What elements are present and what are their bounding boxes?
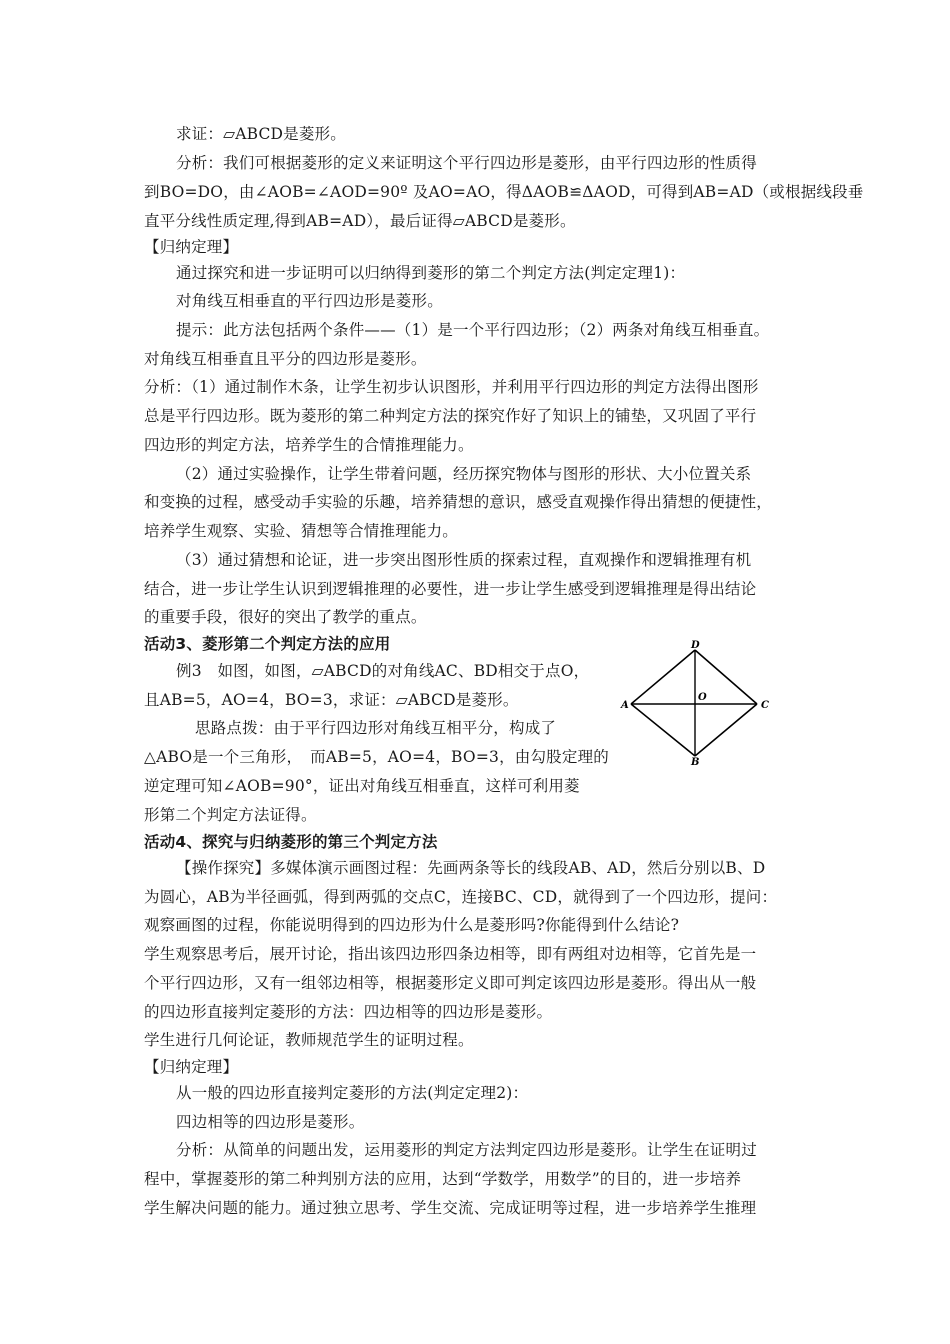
- label-d: D: [691, 640, 700, 651]
- text-line: 求证：▱ABCD是菱形。: [176, 125, 346, 143]
- text-line: 对角线互相垂直且平分的四边形是菱形。: [144, 350, 427, 368]
- text-line: （2）通过实验操作，让学生带着问题，经历探究物体与图形的形状、大小位置关系: [176, 465, 752, 483]
- text-line: 分析：从简单的问题出发，运用菱形的判定方法判定四边形是菱形。让学生在证明过: [176, 1141, 757, 1159]
- theorem-line: 四边相等的四边形是菱形。: [176, 1113, 365, 1131]
- text-line: 提示：此方法包括两个条件——（1）是一个平行四边形；（2）两条对角线互相垂直。: [176, 321, 770, 339]
- text-line: 的四边形直接判定菱形的方法：四边相等的四边形是菱形。: [144, 1003, 553, 1021]
- text-line: 分析：（1）通过制作木条，让学生初步认识图形，并利用平行四边形的判定方法得出图形: [144, 378, 759, 396]
- text-line: 和变换的过程，感受动手实验的乐趣，培养猜想的意识，感受直观操作得出猜想的便捷性，: [144, 493, 773, 511]
- text-line: 培养学生观察、实验、猜想等合情推理能力。: [144, 522, 459, 540]
- text-line: 程中，掌握菱形的第二种判别方法的应用，达到“学数学，用数学”的目的，进一步培养: [144, 1170, 742, 1188]
- text-line: 的重要手段，很好的突出了教学的重点。: [144, 608, 427, 626]
- section-heading: 【归纳定理】: [144, 1058, 239, 1076]
- text-line: 观察画图的过程，你能说明得到的四边形为什么是菱形吗?你能得到什么结论?: [144, 916, 680, 934]
- text-line: 总是平行四边形。既为菱形的第二种判定方法的探究作好了知识上的铺垫，又巩固了平行: [144, 407, 757, 425]
- text-line: 通过探究和进一步证明可以归纳得到菱形的第二个判定方法(判定定理1)：: [176, 264, 686, 282]
- activity-4-heading: 活动4、探究与归纳菱形的第三个判定方法: [144, 833, 438, 851]
- text-line: 逆定理可知∠AOB=90°，证出对角线互相垂直，这样可利用菱: [144, 777, 580, 795]
- text-line: 个平行四边形，又有一组邻边相等，根据菱形定义即可判定该四边形是菱形。得出从一般: [144, 974, 757, 992]
- text-line: 【操作探究】多媒体演示画图过程：先画两条等长的线段AB、AD，然后分别以B、D: [176, 859, 766, 877]
- rhombus-diagram: [615, 640, 785, 765]
- side-ba: [631, 704, 695, 756]
- text-line: 学生解决问题的能力。通过独立思考、学生交流、完成证明等过程，进一步培养学生推理: [144, 1199, 757, 1217]
- side-cb: [695, 704, 757, 756]
- text-line: 为圆心，AB为半径画弧，得到两弧的交点C，连接BC、CD，就得到了一个四边形，提问：: [144, 888, 778, 906]
- text-line: 形第二个判定方法证得。: [144, 806, 317, 824]
- text-line: 例3 如图，如图，▱ABCD的对角线AC、BD相交于点O，: [176, 662, 590, 680]
- section-heading: 【归纳定理】: [144, 238, 239, 256]
- label-o: O: [698, 692, 707, 703]
- text-line: 学生观察思考后，展开讨论，指出该四边形四条边相等，即有两组对边相等，它首先是一: [144, 945, 757, 963]
- text-line: 分析：我们可根据菱形的定义来证明这个平行四边形是菱形，由平行四边形的性质得: [176, 154, 757, 172]
- label-a: A: [621, 700, 629, 711]
- text-line: 四边形的判定方法，培养学生的合情推理能力。: [144, 436, 474, 454]
- label-c: C: [761, 700, 769, 711]
- text-line: △ABO是一个三角形， 而AB=5，AO=4，BO=3，由勾股定理的: [144, 748, 609, 766]
- text-line: 结合，进一步让学生认识到逻辑推理的必要性，进一步让学生感受到逻辑推理是得出结论: [144, 580, 757, 598]
- label-b: B: [691, 757, 700, 765]
- rhombus-figure: [615, 640, 785, 765]
- text-line: 到BO=DO，由∠AOB=∠AOD=90º 及AO=AO，得ΔAOB≌ΔAOD，可得到AB=AD（或根据线段垂: [144, 183, 864, 201]
- activity-3-heading: 活动3、菱形第二个判定方法的应用: [144, 635, 391, 653]
- text-line: 学生进行几何论证，教师规范学生的证明过程。: [144, 1031, 474, 1049]
- text-line: 从一般的四边形直接判定菱形的方法(判定定理2)：: [176, 1084, 529, 1102]
- theorem-line: 对角线互相垂直的平行四边形是菱形。: [176, 292, 443, 310]
- text-line: 思路点拨：由于平行四边形对角线互相平分，构成了: [195, 719, 557, 737]
- text-line: 且AB=5，AO=4，BO=3，求证：▱ABCD是菱形。: [144, 691, 519, 709]
- text-line: （3）通过猜想和论证，进一步突出图形性质的探索过程，直观操作和逻辑推理有机: [176, 551, 752, 569]
- text-line: 直平分线性质定理,得到AB=AD），最后证得▱ABCD是菱形。: [144, 212, 576, 230]
- side-ad: [631, 650, 695, 704]
